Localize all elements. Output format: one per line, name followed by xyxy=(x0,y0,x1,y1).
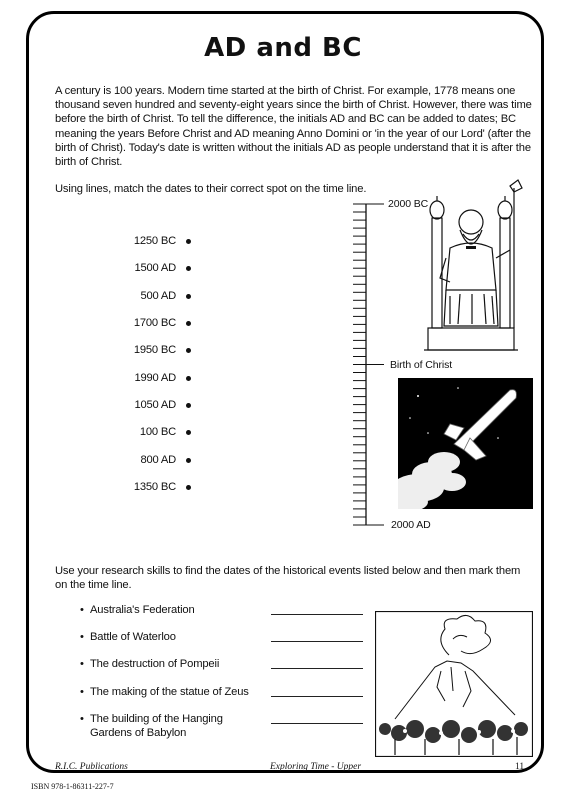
intro-text: A century is 100 years. Modern time started at the birth of Christ. For example, 1778 means one thousand seven hundred and seventy-eight years since the birth of Christ. However, there was time before the birth of Christ. To tell the difference, the initials AD and BC can be added to dates; BC meaning the years Before Christ and AD meaning Anno Domini or 'in the year of our Lord' (after the birth of Christ). Today's date is written without the initials AD as people understand that it is after the birth of Christ. xyxy=(55,85,532,169)
event-answer-line[interactable] xyxy=(271,696,363,697)
date-label: 500 AD xyxy=(140,290,176,302)
event-item: • The destruction of Pompeii xyxy=(80,658,220,670)
date-label: 1500 AD xyxy=(134,262,176,274)
event-answer-line[interactable] xyxy=(271,614,363,615)
timeline-top-label: 2000 BC xyxy=(388,198,429,210)
event-item: • The building of the Hanging Gardens of Babylon xyxy=(80,713,223,739)
date-label: 1050 AD xyxy=(134,399,176,411)
date-label: 800 AD xyxy=(140,454,176,466)
research-instruction: Use your research skills to find the dates of the historical events listed below and then mark them on the time line. xyxy=(55,565,521,591)
date-label: 1950 BC xyxy=(133,344,176,356)
event-item: • Australia's Federation xyxy=(80,604,195,616)
event-answer-line[interactable] xyxy=(271,668,363,669)
date-label: 1700 BC xyxy=(133,317,176,329)
date-label: 1250 BC xyxy=(133,235,176,247)
volcano-icon xyxy=(375,611,533,757)
isbn: ISBN 978-1-86311-227-7 xyxy=(31,782,114,791)
page-title: AD and BC xyxy=(204,33,362,63)
timeline-bottom-label: 2000 AD xyxy=(391,519,431,531)
event-answer-line[interactable] xyxy=(271,723,363,724)
zeus-statue-icon xyxy=(410,178,536,356)
date-label: 1990 AD xyxy=(134,372,176,384)
matching-instruction: Using lines, match the dates to their correct spot on the time line. xyxy=(55,183,367,195)
space-shuttle-icon xyxy=(398,378,533,509)
event-answer-line[interactable] xyxy=(271,641,363,642)
date-label: 100 BC xyxy=(139,426,176,438)
date-label: 1350 BC xyxy=(133,481,176,493)
footer-publisher: R.I.C. Publications xyxy=(55,762,128,772)
event-item: • The making of the statue of Zeus xyxy=(80,686,249,698)
event-item: • Battle of Waterloo xyxy=(80,631,176,643)
timeline-middle-label: Birth of Christ xyxy=(390,359,453,371)
footer-book-title: Exploring Time - Upper xyxy=(270,762,362,772)
page-number: 11 xyxy=(515,762,525,772)
